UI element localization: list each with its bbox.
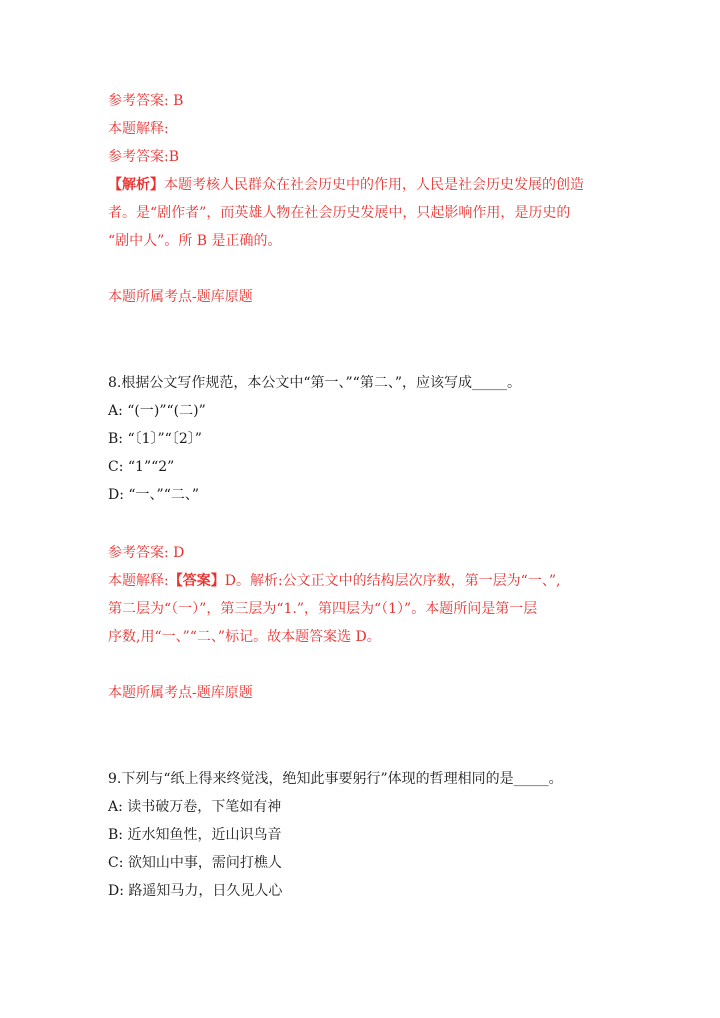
question-8-answer-reference: 参考答案: D — [108, 545, 185, 561]
question-8-explain-prefix: 本题解释: — [108, 573, 169, 589]
analysis-text-1: 本题考核人民群众在社会历史中的作用，人民是社会历史发展的创造 — [164, 177, 584, 193]
question-9-option-a: A: 读书破万卷，下笔如有神 — [108, 799, 282, 815]
answer-reference-secondary: 参考答案:B — [108, 149, 180, 165]
question-8-option-b: B: “〔1〕”“〔2〕” — [108, 431, 202, 447]
question-8-option-a: A: “(一)”“(二)” — [108, 403, 206, 419]
question-source: 本题所属考点-题库原题 — [108, 289, 253, 305]
question-8-explanation-line-2: 第二层为“（一）”，第三层为“1.”，第四层为“（1）”。本题所问是第一层 — [108, 601, 538, 617]
answer-reference: 参考答案: B — [108, 93, 184, 109]
question-8-explanation-line-1 — [108, 571, 560, 591]
question-8-answer-tag: 【答案】 — [168, 573, 225, 589]
analysis-tag: 【解析】 — [108, 177, 164, 193]
question-8-stem: 8.根据公文写作规范，本公文中“第一、”“第二、”，应该写成_____。 — [108, 375, 521, 391]
question-8-option-c: C: “1”“2” — [108, 459, 175, 475]
question-8-explain-text-1: D。解析:公文正文中的结构层次序数，第一层为“一、”, — [224, 573, 561, 589]
analysis-line-1 — [108, 175, 584, 195]
question-8-source: 本题所属考点-题库原题 — [108, 685, 253, 701]
question-9-stem: 9.下列与“纸上得来终觉浅，绝知此事要躬行”体现的哲理相同的是_____。 — [108, 771, 563, 787]
analysis-line-2: 者。是“剧作者”，而英雄人物在社会历史发展中，只起影响作用，是历史的 — [108, 205, 571, 221]
explanation-label: 本题解释: — [108, 121, 169, 137]
question-9-option-d: D: 路遥知马力，日久见人心 — [108, 883, 283, 899]
analysis-line-3: “剧中人”。所 B 是正确的。 — [108, 233, 282, 249]
question-9-option-b: B: 近水知鱼性，近山识鸟音 — [108, 827, 282, 843]
question-8-option-d: D: “一、”“二、” — [108, 487, 200, 503]
question-8-explanation-line-3: 序数,用“一、”“二、”标记。故本题答案选 D。 — [108, 629, 381, 645]
question-9-option-c: C: 欲知山中事，需问打樵人 — [108, 855, 282, 871]
